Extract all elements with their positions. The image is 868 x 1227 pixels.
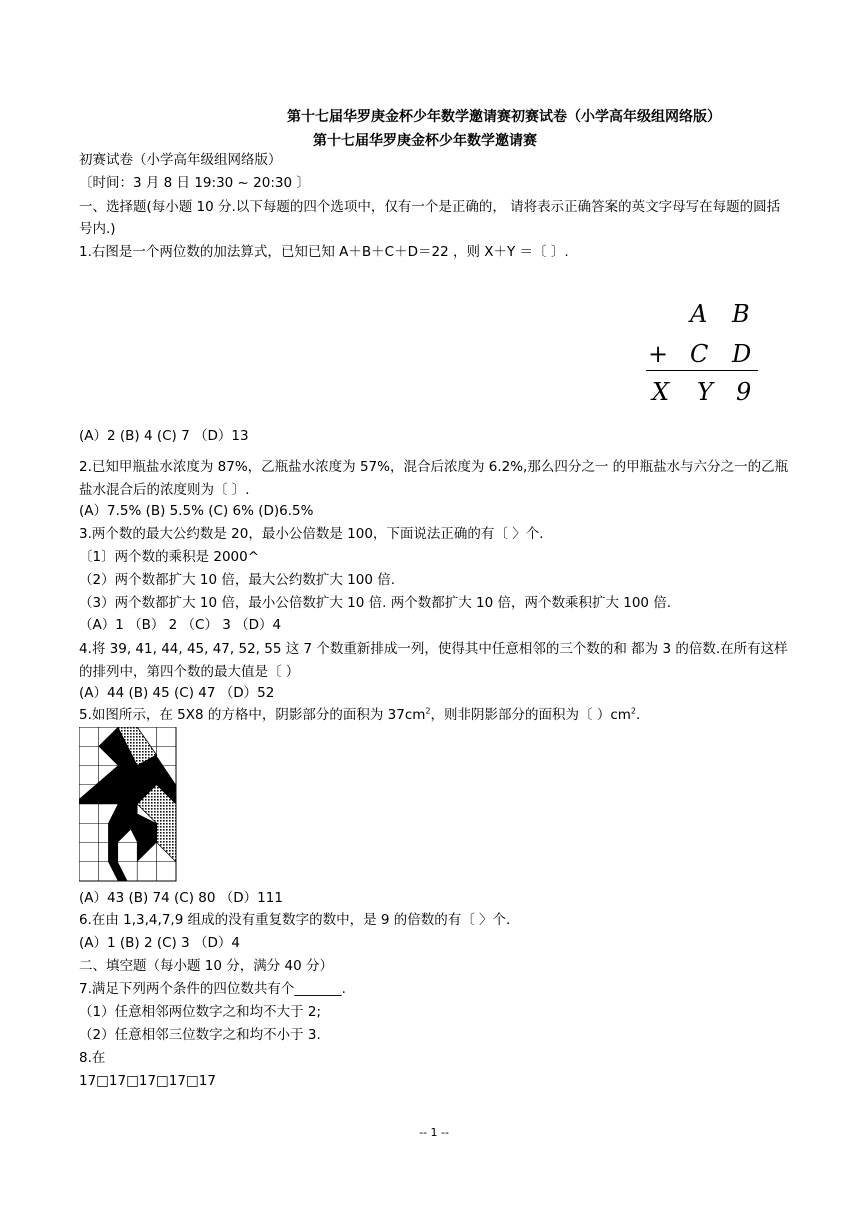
exam-subtitle: 初赛试卷（小学高年级组网络版） bbox=[79, 152, 282, 168]
question-2-options: (A）7.5% (B) 5.5% (C) 6% (D)6.5% bbox=[79, 503, 314, 519]
eq-plus: + bbox=[648, 340, 669, 368]
question-1: 1.右图是一个两位数的加法算式，已知已知 A＋B＋C＋D＝22 ，则 X＋Y ＝〔 〕. bbox=[79, 244, 569, 260]
eq-x: X bbox=[652, 378, 670, 406]
section-2-header: 二、填空题（每小题 10 分，满分 40 分） bbox=[79, 958, 334, 974]
question-3: 3.两个数的最大公约数是 20，最小公倍数是 100，下面说法正确的有〔 〉个. bbox=[79, 526, 544, 542]
question-2: 2.已知甲瓶盐水浓度为 87%，乙瓶盐水浓度为 57%，混合后浓度为 6.2%,那么四分之一 的甲瓶盐水与六分之一的乙瓶盐水混合后的浓度则为〔 〕. bbox=[79, 459, 789, 498]
eq-y: Y bbox=[697, 378, 713, 406]
eq-c: C bbox=[690, 340, 709, 368]
eq-b: B bbox=[732, 300, 750, 328]
page-number: -- 1 -- bbox=[419, 1126, 449, 1139]
question-7-condition-2: （2）任意相邻三位数字之和均不小于 3. bbox=[79, 1027, 321, 1043]
question-3-statement-1: 〔1〕两个数的乘积是 2000^ bbox=[79, 549, 260, 565]
question-3-options: （A）1 （B） 2 （C） 3 （D）4 bbox=[79, 617, 282, 633]
question-3-statement-3: （3）两个数都扩大 10 倍，最小公倍数扩大 10 倍. 两个数都扩大 10 倍，两个数乘积扩大 100 倍. bbox=[79, 595, 672, 611]
eq-a: A bbox=[690, 300, 708, 328]
exam-subtitle-bold: 第十七届华罗庚金杯少年数学邀请赛 bbox=[313, 133, 537, 149]
question-4-options: (A）44 (B) 45 (C) 47 （D）52 bbox=[79, 685, 275, 701]
question-7: 7.满足下列两个条件的四位数共有个_______. bbox=[79, 981, 346, 997]
question-5: 5.如图所示，在 5X8 的方格中，阴影部分的面积为 $37cm^2$，则非阴影部分的面积为〔 ）$cm^2$. bbox=[79, 706, 641, 723]
exam-time: 〔时间：3 月 8 日 19:30 ~ 20:30 〕 bbox=[79, 175, 310, 191]
question-8-expression: 17□17□17□17□17 bbox=[79, 1073, 216, 1089]
question-1-options: (A）2 (B) 4 (C) 7 （D）13 bbox=[79, 428, 249, 444]
eq-nine: 9 bbox=[736, 378, 752, 406]
section-1-header: 一、选择题(每小题 10 分.以下每题的四个选项中，仅有一个是正确的， 请将表示正确答案的英文字母写在每题的圆括号内.) bbox=[79, 199, 781, 237]
question-8: 8.在 bbox=[79, 1050, 106, 1066]
question-5-options: (A）43 (B) 74 (C) 80 （D）111 bbox=[79, 890, 283, 906]
shaded-grid-figure bbox=[79, 727, 177, 882]
exam-title: 第十七届华罗庚金杯少年数学邀请赛初赛试卷（小学高年级组网络版） bbox=[287, 109, 721, 125]
eq-d: D bbox=[732, 340, 752, 368]
question-6-options: (A）1 (B) 2 (C) 3 （D）4 bbox=[79, 935, 240, 951]
question-3-statement-2: （2）两个数都扩大 10 倍，最大公约数扩大 100 倍. bbox=[79, 572, 395, 588]
addition-equation bbox=[640, 298, 770, 408]
eq-sum-line bbox=[646, 370, 758, 371]
question-7-condition-1: （1）任意相邻两位数字之和均不大于 2; bbox=[79, 1004, 322, 1020]
question-4: 4.将 39, 41, 44, 45, 47, 52, 55 这 7 个数重新排成一列，使得其中任意相邻的三个数的和 都为 3 的倍数.在所有这样的排列中，第四个数的最大值是〔 ） bbox=[79, 641, 788, 680]
question-6: 6.在由 1,3,4,7,9 组成的没有重复数字的数中，是 9 的倍数的有〔 〉个. bbox=[79, 912, 511, 928]
